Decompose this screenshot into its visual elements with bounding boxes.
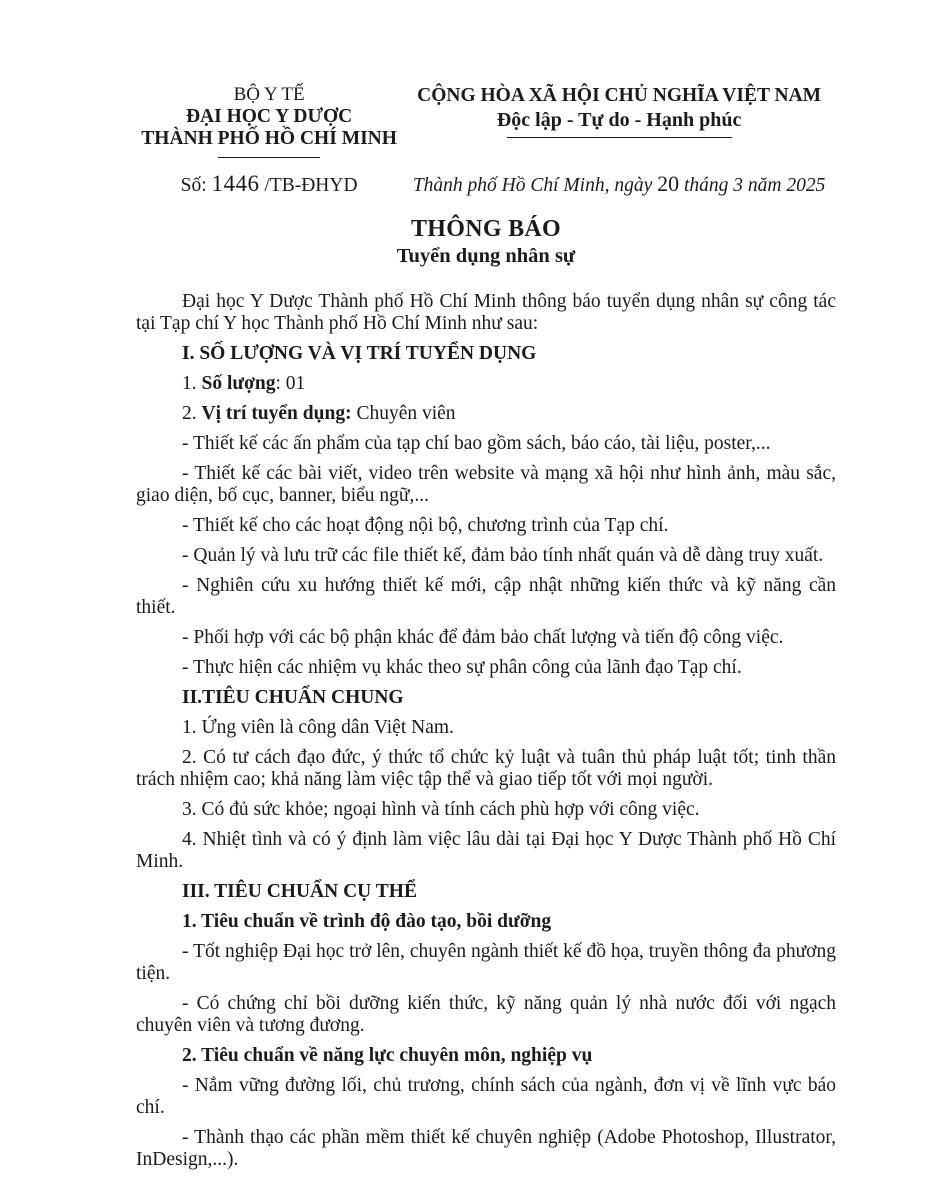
duty-item: - Thiết kế cho các hoạt động nội bộ, chương trình của Tạp chí.: [182, 515, 669, 536]
date-line-prefix: Thành phố Hồ Chí Minh, ngày: [412, 175, 653, 196]
issuing-org-block: [136, 84, 402, 158]
duty-item: - Thực hiện các nhiệm vụ khác theo sự phân công của lãnh đạo Tạp chí.: [182, 657, 742, 678]
document-subtitle: Tuyển dụng nhân sự: [396, 245, 576, 267]
general-criteria-item: 2. Có tư cách đạo đức, ý thức tổ chức kỷ luật và tuân thủ pháp luật tốt; tinh thần trách nhiệm cao; khả năng làm việc tập thể và giao tiếp tốt với mọi người.: [136, 747, 836, 790]
education-criteria-item: - Tốt nghiệp Đại học trở lên, chuyên ngành thiết kế đồ họa, truyền thông đa phương tiện.: [136, 941, 836, 984]
section3-sub2-heading: 2. Tiêu chuẩn về năng lực chuyên môn, nghiệp vụ: [182, 1045, 593, 1066]
quantity-line: [136, 373, 836, 395]
quantity-value: : 01: [275, 373, 306, 394]
date-line-day: 20: [657, 171, 680, 196]
document-number-label: Số:: [180, 175, 207, 196]
intro-paragraph: Đại học Y Dược Thành phố Hồ Chí Minh thông báo tuyển dụng nhân sự công tác tại Tạp chí Y học Thành phố Hồ Chí Minh như sau:: [136, 291, 836, 334]
position-line: [136, 403, 836, 425]
duty-item: - Nghiên cứu xu hướng thiết kế mới, cập nhật những kiến thức và kỹ năng cần thiết.: [136, 575, 836, 618]
date-line-suffix: tháng 3 năm 2025: [684, 175, 826, 196]
duty-item: - Quản lý và lưu trữ các file thiết kế, đảm bảo tính nhất quán và dễ dàng truy xuất.: [182, 545, 824, 566]
national-title: CỘNG HÒA XÃ HỘI CHỦ NGHĨA VIỆT NAM: [417, 85, 822, 106]
quantity-label: Số lượng: [201, 373, 276, 394]
skill-criteria-item: - Nắm vững đường lối, chủ trương, chính sách của ngành, đơn vị về lĩnh vực báo chí.: [136, 1075, 836, 1118]
duty-item: - Thiết kế các bài viết, video trên website và mạng xã hội như hình ảnh, màu sắc, giao diện, bố cục, banner, biểu ngữ,...: [136, 463, 836, 506]
document-content: [136, 84, 836, 1179]
position-value: Chuyên viên: [351, 403, 456, 424]
document-number: [136, 171, 402, 199]
document-header: [136, 84, 836, 158]
document-title: THÔNG BÁO: [410, 216, 562, 242]
position-label: Vị trí tuyển dụng:: [201, 403, 352, 424]
date-line: [402, 171, 836, 199]
ministry-name: BỘ Y TẾ: [233, 84, 305, 105]
general-criteria-item: 3. Có đủ sức khỏe; ngoại hình và tính cách phù hợp với công việc.: [182, 799, 700, 820]
section3-heading: III. TIÊU CHUẨN CỤ THỂ: [182, 881, 417, 902]
position-number: 2.: [182, 403, 202, 424]
skill-criteria-item: - Thành thạo các phần mềm thiết kế chuyên nghiệp (Adobe Photoshop, Illustrator, InDesign,...).: [136, 1127, 836, 1170]
document-number-value: 1446: [211, 171, 260, 196]
document-body: [136, 291, 836, 1171]
university-name-line2: THÀNH PHỐ HỒ CHÍ MINH: [141, 128, 397, 149]
university-name-line1: ĐẠI HỌC Y DƯỢC: [185, 106, 353, 127]
title-block: [136, 215, 836, 269]
motto-underline: [507, 137, 732, 138]
education-criteria-item: - Có chứng chỉ bồi dưỡng kiến thức, kỹ năng quản lý nhà nước đối với ngạch chuyên viên và tương đương.: [136, 993, 836, 1036]
section2-heading: II.TIÊU CHUẨN CHUNG: [182, 687, 404, 708]
national-motto: Độc lập - Tự do - Hạnh phúc: [496, 109, 742, 131]
duty-item: - Phối hợp với các bộ phận khác để đảm bảo chất lượng và tiến độ công việc.: [182, 627, 784, 648]
general-criteria-item: 4. Nhiệt tình và có ý định làm việc lâu dài tại Đại học Y Dược Thành phố Hồ Chí Minh.: [136, 829, 836, 872]
general-criteria-item: 1. Ứng viên là công dân Việt Nam.: [182, 717, 454, 738]
org-underline: [218, 157, 320, 158]
quantity-number: 1.: [182, 373, 202, 394]
national-header-block: [402, 84, 836, 138]
section1-heading: I. SỐ LƯỢNG VÀ VỊ TRÍ TUYỂN DỤNG: [182, 343, 537, 364]
document-number-suffix: /TB-ĐHYD: [264, 175, 358, 196]
duty-item: - Thiết kế các ấn phẩm của tạp chí bao gồm sách, báo cáo, tài liệu, poster,...: [182, 433, 771, 454]
section3-sub1-heading: 1. Tiêu chuẩn về trình độ đào tạo, bồi dưỡng: [182, 911, 552, 932]
number-date-row: [136, 171, 836, 199]
